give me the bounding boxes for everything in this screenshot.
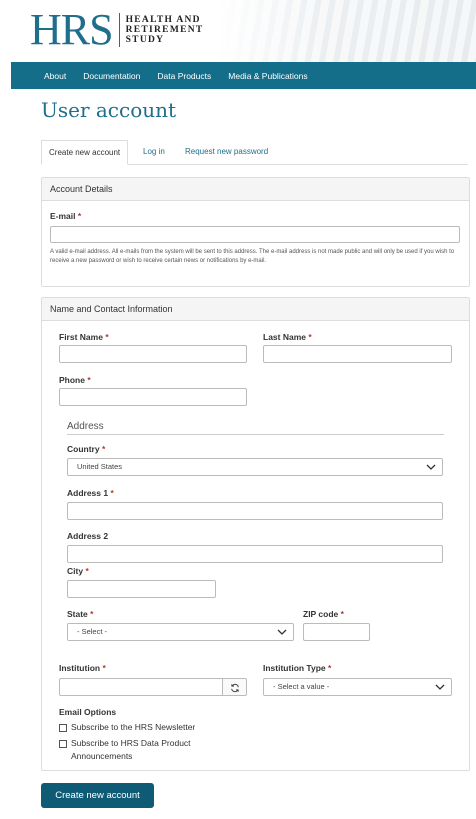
- email-field[interactable]: [50, 226, 460, 243]
- zip-label-text: ZIP code: [303, 609, 339, 619]
- required-mark: *: [328, 663, 332, 673]
- nav-media-publications[interactable]: Media & Publications: [228, 70, 308, 81]
- site-header: [0, 0, 476, 62]
- chevron-down-icon: [435, 682, 445, 692]
- institution-field[interactable]: [59, 678, 223, 696]
- logo-line-1: HEALTH AND: [125, 15, 201, 25]
- last-name-label-text: Last Name: [263, 332, 306, 342]
- institution-type-label: [263, 663, 331, 673]
- state-label: [67, 609, 93, 619]
- address-legend-divider: [67, 434, 444, 435]
- country-label-text: Country: [67, 444, 100, 454]
- required-mark: *: [87, 375, 91, 385]
- required-mark: *: [90, 609, 94, 619]
- institution-type-label-text: Institution Type: [263, 663, 326, 673]
- country-select[interactable]: [67, 458, 443, 476]
- refresh-icon: [230, 683, 240, 693]
- page-title: User account: [41, 98, 177, 122]
- logo-line-3: STUDY: [125, 35, 165, 45]
- institution-label: [59, 663, 106, 673]
- tab-log-in[interactable]: Log in: [143, 147, 165, 156]
- logo-line-2: RETIREMENT: [125, 25, 204, 35]
- required-mark: *: [308, 332, 312, 342]
- required-mark: *: [85, 566, 89, 576]
- required-mark: *: [110, 488, 114, 498]
- zip-field[interactable]: [303, 623, 370, 641]
- required-mark: *: [102, 663, 106, 673]
- required-mark: *: [101, 444, 106, 454]
- address2-field[interactable]: [67, 545, 443, 563]
- address1-label-text: Address 1: [67, 488, 109, 498]
- data-product-option-label: Subscribe to HRS Data Product: [71, 738, 191, 748]
- state-label-text: State: [67, 609, 88, 619]
- newsletter-option-label: Subscribe to the HRS Newsletter: [71, 722, 196, 732]
- logo-mark: HRS: [30, 5, 113, 54]
- city-field[interactable]: [67, 580, 216, 598]
- zip-label: [303, 609, 344, 619]
- logo-divider: [119, 13, 120, 47]
- phone-label-text: Phone: [59, 375, 85, 385]
- account-details-panel: [41, 177, 470, 287]
- required-mark: *: [105, 332, 109, 342]
- address2-label: Address 2: [67, 531, 109, 541]
- newsletter-option[interactable]: [59, 722, 195, 732]
- phone-field[interactable]: [59, 388, 247, 406]
- address-legend: Address: [67, 421, 104, 432]
- phone-label: [59, 375, 91, 385]
- city-label-text: City: [67, 566, 84, 576]
- first-name-field[interactable]: [59, 345, 247, 363]
- state-selected-value: - Select -: [77, 627, 108, 636]
- account-tabs: [41, 140, 468, 165]
- required-mark: *: [77, 211, 82, 221]
- nav-data-products[interactable]: Data Products: [157, 70, 212, 81]
- institution-refresh-button[interactable]: [223, 678, 247, 696]
- nav-about[interactable]: About: [44, 70, 67, 81]
- chevron-down-icon: [426, 462, 436, 472]
- account-details-heading: Account Details: [42, 178, 469, 201]
- email-label: [50, 211, 81, 221]
- institution-label-text: Institution: [59, 663, 101, 673]
- last-name-label: [263, 332, 312, 342]
- header-decoration: [216, 0, 476, 62]
- contact-info-heading: Name and Contact Information: [42, 298, 469, 321]
- data-product-option[interactable]: [59, 738, 191, 748]
- hrs-logo[interactable]: [30, 5, 204, 54]
- create-account-button[interactable]: Create new account: [41, 783, 154, 808]
- contact-info-panel: [41, 297, 470, 771]
- tab-create-account[interactable]: Create new account: [41, 140, 128, 165]
- nav-documentation[interactable]: Documentation: [83, 70, 141, 81]
- address1-field[interactable]: [67, 502, 443, 520]
- logo-text: [126, 15, 204, 45]
- address1-label: [67, 488, 114, 498]
- newsletter-checkbox[interactable]: [59, 724, 67, 732]
- last-name-field[interactable]: [263, 345, 452, 363]
- tab-request-password[interactable]: Request new password: [185, 147, 269, 156]
- first-name-label: [59, 332, 109, 342]
- state-select[interactable]: [67, 623, 294, 641]
- data-product-checkbox[interactable]: [59, 740, 67, 748]
- first-name-label-text: First Name: [59, 332, 103, 342]
- data-product-option-continued: [71, 751, 132, 761]
- required-mark: *: [340, 609, 344, 619]
- email-help-text: A valid e-mail address. All e-mails from the system will be sent to this address. The e-mail address is not made public and will only be used if you wish to receive a new password or wish to receive certain news or notifications by e-mail.: [50, 249, 455, 264]
- city-label: [67, 566, 89, 576]
- email-options-label: Email Options: [59, 707, 117, 717]
- institution-type-selected-value: - Select a value -: [273, 682, 330, 691]
- institution-type-select[interactable]: [263, 678, 452, 696]
- email-label-text: E-mail: [50, 211, 76, 221]
- chevron-down-icon: [277, 627, 287, 637]
- country-selected-value: United States: [77, 462, 123, 471]
- main-nav: [11, 62, 476, 89]
- data-product-option-label-line2: Announcements: [71, 751, 133, 761]
- country-label: [67, 444, 105, 454]
